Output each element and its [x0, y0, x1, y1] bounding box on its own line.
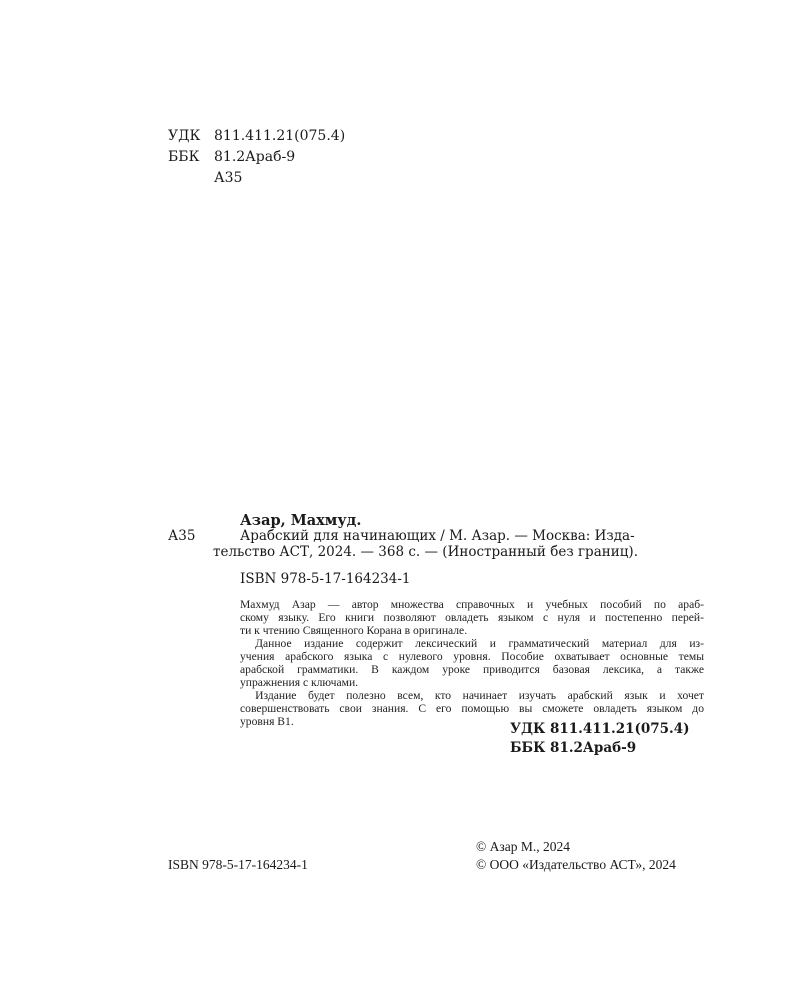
bottom-udk: УДК 811.411.21(075.4) [510, 721, 690, 737]
annotation-line: Издание будет полезно всем, кто начинает изучать арабский язык и хочет [255, 689, 704, 702]
annotation-line: Данное издание содержит лексический и грамматический материал для из- [255, 637, 704, 650]
entry-isbn: ISBN 978-5-17-164234-1 [240, 571, 411, 587]
top-classification [168, 126, 345, 189]
annotation-paragraph-1 [240, 598, 704, 637]
annotation-line: уровня В1. [240, 715, 294, 728]
annotation-line: совершенствовать свои знания. С его помощью вы сможете овладеть языком до [240, 702, 704, 715]
annotation [240, 598, 704, 728]
copyright-publisher: © ООО «Издательство АСТ», 2024 [476, 857, 676, 872]
udk-value: 811.411.21(075.4) [214, 128, 346, 144]
annotation-line: Махмуд Азар — автор множества справочных и учебных пособий по араб- [240, 598, 704, 611]
udk-label: УДК [168, 128, 201, 144]
annotation-line: ти к чтению Священного Корана в оригинале. [240, 624, 468, 637]
author-mark: А35 [214, 170, 243, 186]
annotation-line: учения арабского языка с нулевого уровня. Пособие охватывает основные темы [240, 650, 704, 663]
annotation-line: арабской грамматики. В каждом уроке приводится базовая лексика, а также [240, 663, 704, 676]
bbk-row [168, 147, 345, 168]
author-heading: Азар, Махмуд. [240, 512, 362, 529]
annotation-line: скому языку. Его книги позволяют овладеть языком с нуля и постепенно перей- [240, 611, 704, 624]
biblio-line-1: Арабский для начинающих / М. Азар. — Москва: Изда- [240, 528, 635, 544]
biblio-line-2: тельство АСТ, 2024. — 368 с. — (Иностранный без границ). [213, 544, 638, 560]
footer-isbn: ISBN 978-5-17-164234-1 [168, 857, 308, 872]
entry-mark: А35 [168, 528, 196, 544]
bbk-label: ББК [168, 149, 200, 165]
annotation-paragraph-2 [240, 637, 704, 689]
bottom-bbk: ББК 81.2Араб-9 [510, 740, 637, 756]
annotation-line: упражнения с ключами. [240, 676, 359, 689]
udk-row [168, 126, 345, 147]
bbk-value: 81.2Араб-9 [214, 149, 296, 165]
author-mark-row [168, 168, 345, 189]
bottom-classification [510, 720, 690, 758]
copyright-author: © Азар М., 2024 [476, 839, 570, 854]
